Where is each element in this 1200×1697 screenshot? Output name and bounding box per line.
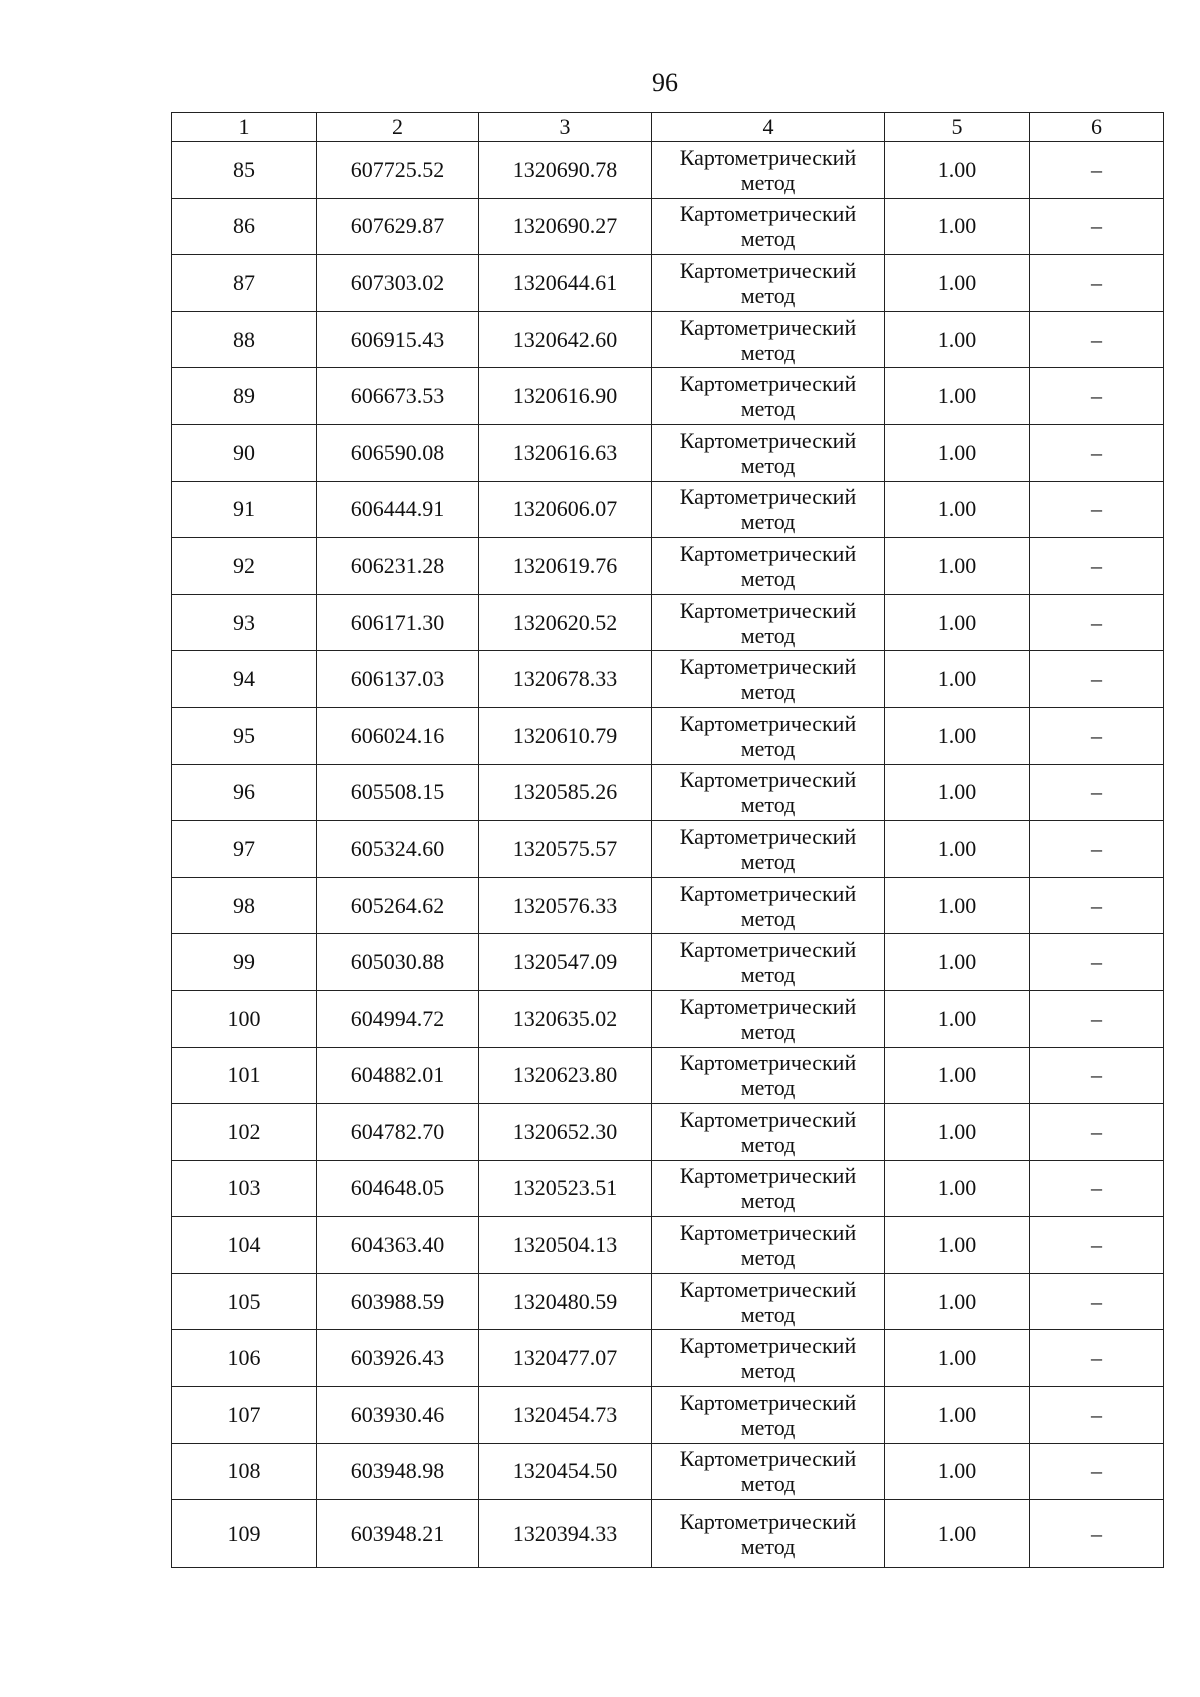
coord-y-cell: 1320620.52: [479, 594, 652, 651]
accuracy-cell: 1.00: [885, 651, 1030, 708]
point-number-cell: 89: [172, 368, 317, 425]
header-col-5: 5: [885, 113, 1030, 142]
method-line-1: Картометрический: [679, 484, 857, 510]
table-row: [172, 1047, 1164, 1104]
accuracy-cell: 1.00: [885, 1047, 1030, 1104]
coord-y-cell: 1320585.26: [479, 764, 652, 821]
note-cell: –: [1030, 255, 1164, 312]
method-cell: [652, 368, 885, 425]
coord-x-cell: 605508.15: [317, 764, 479, 821]
note-cell: –: [1030, 990, 1164, 1047]
method-line-2: метод: [740, 622, 796, 648]
coord-x-cell: 607629.87: [317, 198, 479, 255]
coord-y-cell: 1320610.79: [479, 707, 652, 764]
coord-y-cell: 1320619.76: [479, 538, 652, 595]
table-row: [172, 142, 1164, 199]
note-cell: –: [1030, 651, 1164, 708]
coord-x-cell: 604994.72: [317, 990, 479, 1047]
note-cell: –: [1030, 821, 1164, 878]
note-cell: –: [1030, 142, 1164, 199]
accuracy-cell: 1.00: [885, 594, 1030, 651]
table-row: [172, 707, 1164, 764]
method-cell: [652, 877, 885, 934]
coord-x-cell: 603988.59: [317, 1273, 479, 1330]
accuracy-cell: 1.00: [885, 934, 1030, 991]
method-line-2: метод: [740, 679, 796, 705]
method-line-2: метод: [740, 1301, 796, 1327]
coord-x-cell: 606171.30: [317, 594, 479, 651]
method-line-2: метод: [740, 962, 796, 988]
table-row: [172, 1104, 1164, 1161]
method-cell: [652, 481, 885, 538]
method-line-2: метод: [740, 565, 796, 591]
point-number-cell: 109: [172, 1500, 317, 1568]
coord-y-cell: 1320690.78: [479, 142, 652, 199]
method-line-1: Картометрический: [679, 201, 857, 227]
method-line-1: Картометрический: [679, 1389, 857, 1415]
coord-x-cell: 605264.62: [317, 877, 479, 934]
coord-y-cell: 1320504.13: [479, 1217, 652, 1274]
accuracy-cell: 1.00: [885, 311, 1030, 368]
table-row: [172, 1500, 1164, 1568]
point-number-cell: 90: [172, 424, 317, 481]
note-cell: –: [1030, 368, 1164, 425]
method-cell: [652, 424, 885, 481]
method-cell: [652, 594, 885, 651]
method-line-1: Картометрический: [679, 710, 857, 736]
table-row: [172, 1273, 1164, 1330]
coord-y-cell: 1320606.07: [479, 481, 652, 538]
method-cell: [652, 821, 885, 878]
method-line-1: Картометрический: [679, 937, 857, 963]
coord-x-cell: 607303.02: [317, 255, 479, 312]
coord-y-cell: 1320616.90: [479, 368, 652, 425]
coord-y-cell: 1320576.33: [479, 877, 652, 934]
note-cell: –: [1030, 764, 1164, 821]
method-line-1: Картометрический: [679, 880, 857, 906]
method-line-2: метод: [740, 1533, 796, 1559]
method-line-1: Картометрический: [679, 1050, 857, 1076]
method-cell: [652, 1217, 885, 1274]
method-line-2: метод: [740, 792, 796, 818]
accuracy-cell: 1.00: [885, 255, 1030, 312]
coord-x-cell: 606673.53: [317, 368, 479, 425]
accuracy-cell: 1.00: [885, 538, 1030, 595]
table-row: [172, 481, 1164, 538]
method-line-2: метод: [740, 848, 796, 874]
method-line-2: метод: [740, 1188, 796, 1214]
method-line-1: Картометрический: [679, 1508, 857, 1534]
coord-y-cell: 1320523.51: [479, 1160, 652, 1217]
coord-y-cell: 1320477.07: [479, 1330, 652, 1387]
point-number-cell: 104: [172, 1217, 317, 1274]
method-line-2: метод: [740, 1018, 796, 1044]
coord-x-cell: 605030.88: [317, 934, 479, 991]
method-line-2: метод: [740, 1358, 796, 1384]
point-number-cell: 102: [172, 1104, 317, 1161]
note-cell: –: [1030, 1104, 1164, 1161]
method-cell: [652, 990, 885, 1047]
note-cell: –: [1030, 594, 1164, 651]
point-number-cell: 93: [172, 594, 317, 651]
point-number-cell: 91: [172, 481, 317, 538]
point-number-cell: 98: [172, 877, 317, 934]
method-line-2: метод: [740, 1131, 796, 1157]
method-cell: [652, 142, 885, 199]
point-number-cell: 96: [172, 764, 317, 821]
coord-x-cell: 606137.03: [317, 651, 479, 708]
method-line-1: Картометрический: [679, 1106, 857, 1132]
point-number-cell: 88: [172, 311, 317, 368]
coord-x-cell: 607725.52: [317, 142, 479, 199]
method-line-2: метод: [740, 1245, 796, 1271]
method-line-2: метод: [740, 735, 796, 761]
method-line-1: Картометрический: [679, 314, 857, 340]
method-cell: [652, 1330, 885, 1387]
method-line-1: Картометрический: [679, 371, 857, 397]
point-number-cell: 86: [172, 198, 317, 255]
table-row: [172, 1330, 1164, 1387]
coord-y-cell: 1320454.73: [479, 1387, 652, 1444]
coord-y-cell: 1320394.33: [479, 1500, 652, 1568]
method-cell: [652, 198, 885, 255]
accuracy-cell: 1.00: [885, 198, 1030, 255]
table-row: [172, 877, 1164, 934]
accuracy-cell: 1.00: [885, 142, 1030, 199]
method-cell: [652, 255, 885, 312]
table-row: [172, 368, 1164, 425]
method-line-2: метод: [740, 1075, 796, 1101]
accuracy-cell: 1.00: [885, 481, 1030, 538]
point-number-cell: 106: [172, 1330, 317, 1387]
method-cell: [652, 1500, 885, 1568]
note-cell: –: [1030, 424, 1164, 481]
accuracy-cell: 1.00: [885, 707, 1030, 764]
method-line-1: Картометрический: [679, 654, 857, 680]
method-line-1: Картометрический: [679, 1446, 857, 1472]
header-col-6: 6: [1030, 113, 1164, 142]
note-cell: –: [1030, 1160, 1164, 1217]
accuracy-cell: 1.00: [885, 764, 1030, 821]
coord-x-cell: 603926.43: [317, 1330, 479, 1387]
method-line-1: Картометрический: [679, 257, 857, 283]
point-number-cell: 103: [172, 1160, 317, 1217]
method-line-2: метод: [740, 1471, 796, 1497]
note-cell: –: [1030, 1047, 1164, 1104]
method-line-1: Картометрический: [679, 597, 857, 623]
coordinates-table: [171, 112, 1164, 1568]
method-line-2: метод: [740, 226, 796, 252]
note-cell: –: [1030, 538, 1164, 595]
method-cell: [652, 934, 885, 991]
coord-x-cell: 606444.91: [317, 481, 479, 538]
header-col-2: 2: [317, 113, 479, 142]
point-number-cell: 85: [172, 142, 317, 199]
point-number-cell: 87: [172, 255, 317, 312]
accuracy-cell: 1.00: [885, 1273, 1030, 1330]
method-cell: [652, 1047, 885, 1104]
table-row: [172, 538, 1164, 595]
method-line-2: метод: [740, 169, 796, 195]
table-row: [172, 1217, 1164, 1274]
accuracy-cell: 1.00: [885, 1443, 1030, 1500]
coord-y-cell: 1320454.50: [479, 1443, 652, 1500]
method-cell: [652, 707, 885, 764]
coord-y-cell: 1320575.57: [479, 821, 652, 878]
coord-x-cell: 605324.60: [317, 821, 479, 878]
note-cell: –: [1030, 707, 1164, 764]
coord-y-cell: 1320642.60: [479, 311, 652, 368]
method-cell: [652, 538, 885, 595]
method-line-1: Картометрический: [679, 1220, 857, 1246]
coord-y-cell: 1320623.80: [479, 1047, 652, 1104]
coord-x-cell: 603948.21: [317, 1500, 479, 1568]
point-number-cell: 108: [172, 1443, 317, 1500]
method-line-1: Картометрический: [679, 767, 857, 793]
table-header-row: [172, 113, 1164, 142]
coord-x-cell: 603930.46: [317, 1387, 479, 1444]
page-number: 96: [652, 68, 678, 97]
point-number-cell: 94: [172, 651, 317, 708]
accuracy-cell: 1.00: [885, 1387, 1030, 1444]
table-row: [172, 821, 1164, 878]
table-row: [172, 311, 1164, 368]
note-cell: –: [1030, 934, 1164, 991]
method-line-1: Картометрический: [679, 823, 857, 849]
method-line-1: Картометрический: [679, 1276, 857, 1302]
method-cell: [652, 764, 885, 821]
point-number-cell: 97: [172, 821, 317, 878]
table-row: [172, 1387, 1164, 1444]
point-number-cell: 105: [172, 1273, 317, 1330]
note-cell: –: [1030, 1273, 1164, 1330]
note-cell: –: [1030, 481, 1164, 538]
note-cell: –: [1030, 1387, 1164, 1444]
table-row: [172, 1443, 1164, 1500]
table-row: [172, 424, 1164, 481]
coord-y-cell: 1320690.27: [479, 198, 652, 255]
coord-x-cell: 606231.28: [317, 538, 479, 595]
method-cell: [652, 1160, 885, 1217]
coord-y-cell: 1320616.63: [479, 424, 652, 481]
method-line-2: метод: [740, 339, 796, 365]
coord-y-cell: 1320547.09: [479, 934, 652, 991]
note-cell: –: [1030, 1500, 1164, 1568]
method-cell: [652, 651, 885, 708]
table-row: [172, 764, 1164, 821]
table-row: [172, 198, 1164, 255]
header-col-3: 3: [479, 113, 652, 142]
accuracy-cell: 1.00: [885, 424, 1030, 481]
method-line-1: Картометрический: [679, 1333, 857, 1359]
method-line-1: Картометрический: [679, 540, 857, 566]
coord-y-cell: 1320644.61: [479, 255, 652, 312]
coord-x-cell: 606590.08: [317, 424, 479, 481]
coord-x-cell: 604648.05: [317, 1160, 479, 1217]
method-line-2: метод: [740, 452, 796, 478]
point-number-cell: 101: [172, 1047, 317, 1104]
coord-x-cell: 604882.01: [317, 1047, 479, 1104]
coord-y-cell: 1320635.02: [479, 990, 652, 1047]
accuracy-cell: 1.00: [885, 368, 1030, 425]
method-line-1: Картометрический: [679, 1163, 857, 1189]
point-number-cell: 95: [172, 707, 317, 764]
method-line-2: метод: [740, 905, 796, 931]
method-line-1: Картометрический: [679, 144, 857, 170]
note-cell: –: [1030, 1330, 1164, 1387]
accuracy-cell: 1.00: [885, 1500, 1030, 1568]
table-row: [172, 651, 1164, 708]
table-row: [172, 255, 1164, 312]
note-cell: –: [1030, 877, 1164, 934]
accuracy-cell: 1.00: [885, 990, 1030, 1047]
method-line-1: Картометрический: [679, 993, 857, 1019]
coord-y-cell: 1320652.30: [479, 1104, 652, 1161]
note-cell: –: [1030, 198, 1164, 255]
table-row: [172, 934, 1164, 991]
table-row: [172, 990, 1164, 1047]
method-line-1: Картометрический: [679, 427, 857, 453]
method-cell: [652, 1273, 885, 1330]
method-line-2: метод: [740, 1414, 796, 1440]
header-col-4: 4: [652, 113, 885, 142]
point-number-cell: 99: [172, 934, 317, 991]
point-number-cell: 100: [172, 990, 317, 1047]
accuracy-cell: 1.00: [885, 877, 1030, 934]
coord-x-cell: 603948.98: [317, 1443, 479, 1500]
method-cell: [652, 1104, 885, 1161]
coord-x-cell: 604782.70: [317, 1104, 479, 1161]
coord-x-cell: 606915.43: [317, 311, 479, 368]
note-cell: –: [1030, 311, 1164, 368]
method-cell: [652, 311, 885, 368]
accuracy-cell: 1.00: [885, 1217, 1030, 1274]
method-cell: [652, 1443, 885, 1500]
method-line-2: метод: [740, 509, 796, 535]
method-line-2: метод: [740, 282, 796, 308]
point-number-cell: 92: [172, 538, 317, 595]
point-number-cell: 107: [172, 1387, 317, 1444]
coord-x-cell: 604363.40: [317, 1217, 479, 1274]
note-cell: –: [1030, 1217, 1164, 1274]
table-row: [172, 1160, 1164, 1217]
accuracy-cell: 1.00: [885, 1160, 1030, 1217]
coord-y-cell: 1320678.33: [479, 651, 652, 708]
method-cell: [652, 1387, 885, 1444]
accuracy-cell: 1.00: [885, 1330, 1030, 1387]
header-col-1: 1: [172, 113, 317, 142]
accuracy-cell: 1.00: [885, 821, 1030, 878]
note-cell: –: [1030, 1443, 1164, 1500]
table-row: [172, 594, 1164, 651]
coord-x-cell: 606024.16: [317, 707, 479, 764]
accuracy-cell: 1.00: [885, 1104, 1030, 1161]
coord-y-cell: 1320480.59: [479, 1273, 652, 1330]
method-line-2: метод: [740, 396, 796, 422]
